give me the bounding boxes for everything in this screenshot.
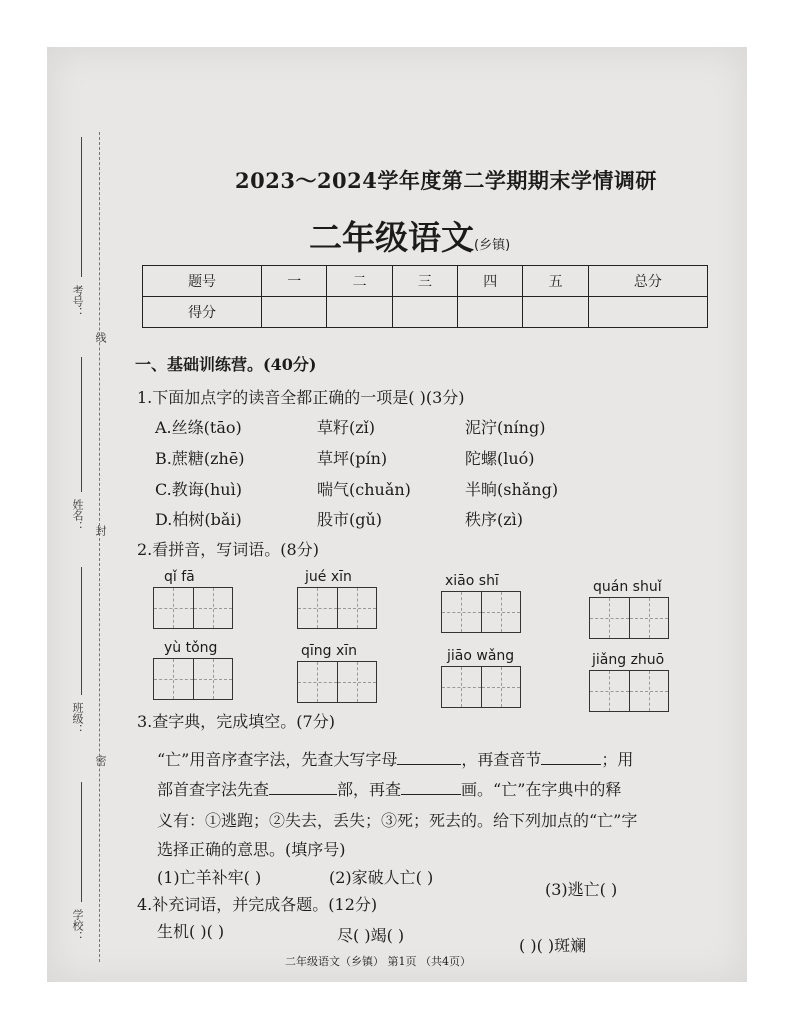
- name-blank: [81, 357, 82, 492]
- pinyin-label: quán shuǐ: [593, 579, 662, 595]
- header-cell: 题号: [143, 266, 262, 297]
- q3-item-3: (3)逃亡( ): [545, 880, 618, 899]
- pinyin-label: qīng xīn: [301, 643, 358, 659]
- q4-word-1: 生机( )( ): [157, 922, 225, 941]
- writing-box[interactable]: [153, 658, 233, 700]
- pinyin-label: jiǎng zhuō: [592, 652, 665, 668]
- exam-subtitle: [309, 212, 510, 259]
- q1-row-a-1: A.丝绦(tāo): [155, 418, 242, 437]
- question-3-stem: 3.查字典，完成填空。(7分): [137, 712, 335, 731]
- dense-mark: 密: [94, 755, 107, 766]
- section-heading: 一、基础训练营。(40分): [135, 355, 317, 374]
- q1-row-b-3: 陀螺(luó): [465, 449, 535, 468]
- school-label: 学校：: [71, 909, 84, 942]
- writing-box[interactable]: [441, 591, 521, 633]
- line-mark: 线: [94, 332, 107, 343]
- q3-line-2: 部首查字法先查 部，再查 画。“亡”在字典中的释: [157, 780, 622, 799]
- subject-name: 二年级语文: [309, 218, 474, 257]
- pinyin-label: jué xīn: [305, 569, 352, 585]
- class-blank: [81, 567, 82, 695]
- q4-word-2: 尽( )竭( ): [337, 926, 405, 945]
- score-cell[interactable]: [458, 297, 523, 328]
- q1-row-a-2: 草籽(zǐ): [317, 418, 376, 437]
- score-table-score-row: [143, 297, 708, 328]
- q1-row-d-1: D.柏树(bǎi): [155, 510, 242, 529]
- pinyin-label: qǐ fā: [164, 569, 195, 585]
- header-cell: 四: [458, 266, 523, 297]
- seal-mark: 封: [94, 525, 107, 536]
- writing-box[interactable]: [297, 661, 377, 703]
- pinyin-label: xiāo shī: [445, 573, 499, 589]
- q1-row-b-2: 草坪(pín): [317, 449, 388, 468]
- q1-row-c-1: C.教诲(huì): [155, 480, 242, 499]
- radical-blank[interactable]: [269, 794, 337, 795]
- q3-item-1: (1)亡羊补牢( ): [157, 868, 262, 887]
- exam-paper: [47, 47, 747, 982]
- header-cell: 总分: [588, 266, 707, 297]
- binding-margin: [47, 47, 105, 982]
- pinyin-label: yù tǒng: [164, 640, 218, 656]
- header-cell: 二: [327, 266, 392, 297]
- q1-row-a-3: 泥泞(níng): [465, 418, 546, 437]
- q3-line-4: 选择正确的意思。(填序号): [157, 840, 346, 859]
- exam-no-label: 考号：: [71, 285, 84, 318]
- writing-box[interactable]: [589, 670, 669, 712]
- subject-note: (乡镇): [474, 238, 511, 253]
- stroke-blank[interactable]: [401, 794, 461, 795]
- writing-box[interactable]: [589, 597, 669, 639]
- name-label: 姓名：: [71, 499, 84, 532]
- page-footer: 二年级语文（乡镇） 第1页 （共4页）: [285, 955, 471, 968]
- q3-item-2: (2)家破人亡( ): [329, 868, 434, 887]
- header-cell: 三: [392, 266, 457, 297]
- exam-no-blank: [81, 137, 82, 277]
- q1-row-b-1: B.蔗糖(zhē): [155, 449, 245, 468]
- q3-line-3: 义有：①逃跑；②失去，丢失；③死；死去的。给下列加点的“亡”字: [157, 811, 638, 830]
- syllable-blank[interactable]: [541, 764, 601, 765]
- binding-dashed-line: [99, 132, 100, 962]
- q4-word-3: ( )( )斑斓: [519, 936, 587, 955]
- score-label-cell: 得分: [143, 297, 262, 328]
- header-cell: 五: [523, 266, 588, 297]
- header-cell: 一: [262, 266, 327, 297]
- q3-line-1: “亡”用音序查字法，先查大写字母 ，再查音节 ；用: [157, 750, 634, 769]
- score-cell[interactable]: [262, 297, 327, 328]
- q1-row-d-2: 股市(gǔ): [317, 510, 383, 529]
- score-cell[interactable]: [588, 297, 707, 328]
- writing-box[interactable]: [153, 587, 233, 629]
- pinyin-label: jiāo wǎng: [447, 648, 515, 664]
- score-table: [142, 265, 708, 328]
- school-blank: [81, 782, 82, 902]
- q1-row-c-2: 喘气(chuǎn): [317, 480, 411, 499]
- class-label: 班级：: [71, 702, 84, 735]
- question-2-stem: 2.看拼音，写词语。(8分): [137, 540, 319, 559]
- question-4-stem: 4.补充词语，并完成各题。(12分): [137, 895, 378, 914]
- score-cell[interactable]: [523, 297, 588, 328]
- writing-box[interactable]: [297, 587, 377, 629]
- score-cell[interactable]: [327, 297, 392, 328]
- score-table-header-row: [143, 266, 708, 297]
- q1-row-d-3: 秩序(zì): [465, 510, 524, 529]
- writing-box[interactable]: [441, 666, 521, 708]
- letter-blank[interactable]: [397, 764, 461, 765]
- question-1-stem: 1.下面加点字的读音全都正确的一项是( )(3分): [137, 388, 465, 407]
- exam-title: 2023～2024学年度第二学期期末学情调研: [235, 168, 657, 193]
- q1-row-c-3: 半晌(shǎng): [465, 480, 559, 499]
- score-cell[interactable]: [392, 297, 457, 328]
